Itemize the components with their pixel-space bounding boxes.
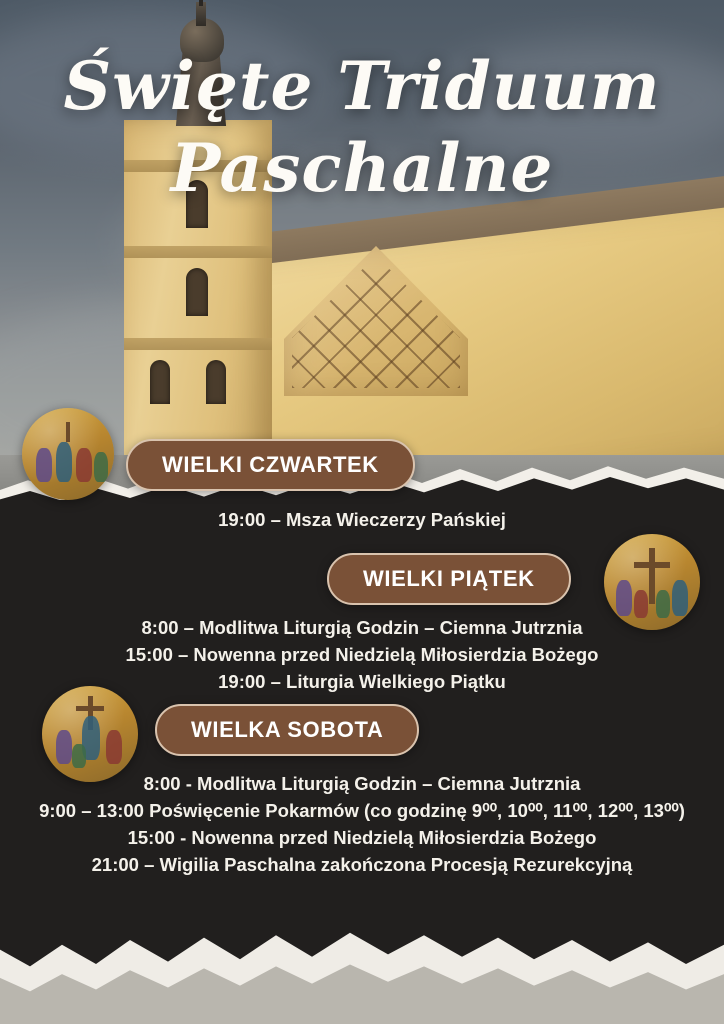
schedule-line: 9:00 – 13:00 Poświęcenie Pokarmów (co godzinę 9⁰⁰, 10⁰⁰, 11⁰⁰, 12⁰⁰, 13⁰⁰) xyxy=(39,800,685,821)
title-line-2: Paschalne xyxy=(170,129,554,207)
badge-wielki-piatek[interactable]: WIELKI PIĄTEK xyxy=(327,553,571,605)
schedule-line: 8:00 – Modlitwa Liturgią Godzin – Ciemna Jutrznia xyxy=(141,617,583,638)
last-supper-icon xyxy=(22,408,114,500)
icon-art xyxy=(604,534,700,630)
title-line-1: Święte Triduum xyxy=(63,47,661,125)
schedule-line: 21:00 – Wigilia Paschalna zakończona Procesją Rezurekcyjną xyxy=(91,854,633,875)
tower-window xyxy=(186,180,208,228)
tower-band xyxy=(124,246,272,258)
badge-wielki-czwartek[interactable]: WIELKI CZWARTEK xyxy=(126,439,415,491)
icon-art xyxy=(42,686,138,782)
schedule-line: 8:00 - Modlitwa Liturgią Godzin – Ciemna Jutrznia xyxy=(143,773,581,794)
cloud-decoration xyxy=(434,40,724,160)
schedule-line: 15:00 - Nowenna przed Niedzielą Miłosierdzia Bożego xyxy=(127,827,597,848)
badge-wielka-sobota[interactable]: WIELKA SOBOTA xyxy=(155,704,419,756)
crucifixion-icon xyxy=(604,534,700,630)
schedule-line: 19:00 – Msza Wieczerzy Pańskiej xyxy=(218,509,506,530)
icon-art xyxy=(22,408,114,500)
schedule-thursday xyxy=(0,506,724,533)
tower-spire-tip xyxy=(199,0,203,6)
schedule-saturday xyxy=(0,770,724,878)
tower-window xyxy=(206,360,226,404)
resurrection-icon xyxy=(42,686,138,782)
tower-window xyxy=(150,360,170,404)
tower-window xyxy=(186,268,208,316)
tower-band xyxy=(124,160,272,172)
schedule-line: 15:00 – Nowenna przed Niedzielą Miłosierdzia Bożego xyxy=(125,644,599,665)
tower-band xyxy=(124,338,272,350)
schedule-line: 19:00 – Liturgia Wielkiego Piątku xyxy=(218,671,506,692)
